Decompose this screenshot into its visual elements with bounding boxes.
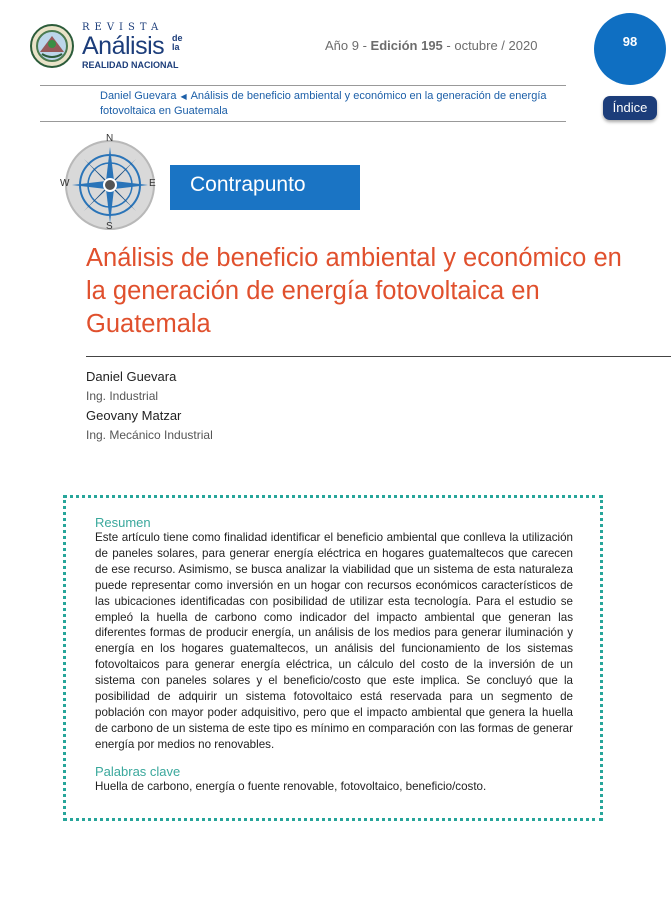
- breadcrumb-article[interactable]: Análisis de beneficio ambiental y económico en la generación de energía fotovoltaica en Guatemala: [100, 90, 547, 117]
- logo-de-la: de la: [172, 33, 183, 52]
- issue-prefix: Año 9 -: [325, 38, 371, 53]
- compass-west: W: [60, 178, 70, 189]
- article-title: Análisis de beneficio ambiental y económico en la generación de energía fotovoltaica en Guatemala: [86, 244, 622, 338]
- breadcrumb-triangle-icon: ◀: [180, 92, 187, 101]
- page-number-badge: 98: [594, 13, 666, 85]
- issue-info: [325, 38, 537, 53]
- index-button[interactable]: Índice: [603, 96, 657, 120]
- guatemala-seal-icon: [30, 24, 74, 68]
- compass-north: N: [106, 133, 114, 144]
- author-role: Ing. Industrial: [86, 389, 159, 403]
- breadcrumb-author[interactable]: Daniel Guevara: [100, 90, 177, 102]
- author-name: Geovany Matzar: [86, 408, 182, 423]
- header-divider-top: [40, 85, 566, 86]
- journal-logo[interactable]: [30, 20, 190, 75]
- keywords-body: Huella de carbono, energía o fuente renovable, fotovoltaico, beneficio/costo.: [95, 779, 487, 793]
- abstract-heading: Resumen: [95, 515, 151, 530]
- compass-east: E: [149, 178, 156, 189]
- compass-south: S: [106, 221, 113, 232]
- logo-revista: REVISTA: [82, 22, 164, 33]
- header-divider-bottom: [40, 121, 566, 122]
- issue-edition: Edición 195: [370, 38, 443, 53]
- issue-suffix: - octubre / 2020: [442, 38, 538, 53]
- author-name: Daniel Guevara: [86, 369, 177, 384]
- title-rule: [86, 356, 671, 357]
- section-label: Contrapunto: [190, 173, 306, 196]
- logo-realidad-nacional: REALIDAD NACIONAL: [82, 60, 179, 70]
- author-list: [86, 367, 213, 445]
- author-role: Ing. Mecánico Industrial: [86, 428, 213, 442]
- keywords-heading: Palabras clave: [95, 763, 181, 779]
- breadcrumb[interactable]: [100, 89, 550, 118]
- section-banner: [170, 165, 360, 210]
- logo-analisis: Análisis: [82, 32, 165, 60]
- abstract-box: [63, 495, 603, 821]
- abstract-body: Este artículo tiene como finalidad identificar el beneficio ambiental que conlleva la utilización de paneles solares, para generar energía eléctrica en hogares guatemaltecos que carecen de ese recurso. Asimismo, se busca analizar la viabilidad que un sistema de esta naturaleza puede representar como inversión en un hogar con recursos económicos característicos de las ubicaciones identificadas con posibilidad de utilizar esta tecnología. Para el estudio se empleó la huella de carbono como indicador del impacto ambiental que generan las diferentes formas de producir energía, un análisis de los medios para generar iluminación y energía en los hogares guatemaltecos, un análisis del funcionamiento de los sistemas fotovoltaicos para generar energía eléctrica, un cálculo del costo de la inversión de un sistema con paneles solares y el beneficio/costo que este implica. Se concluyó que la posibilidad de adquirir un sistema fotovoltaico está reservada para un segmento de población con mayor poder adquisitivo, pero que el impacto ambiental que genera la huella de carbono de un sistema de este tipo es mínimo en comparación con las formas de generar energía por medios no renovables.: [95, 531, 573, 751]
- compass-rose-icon: [60, 133, 160, 233]
